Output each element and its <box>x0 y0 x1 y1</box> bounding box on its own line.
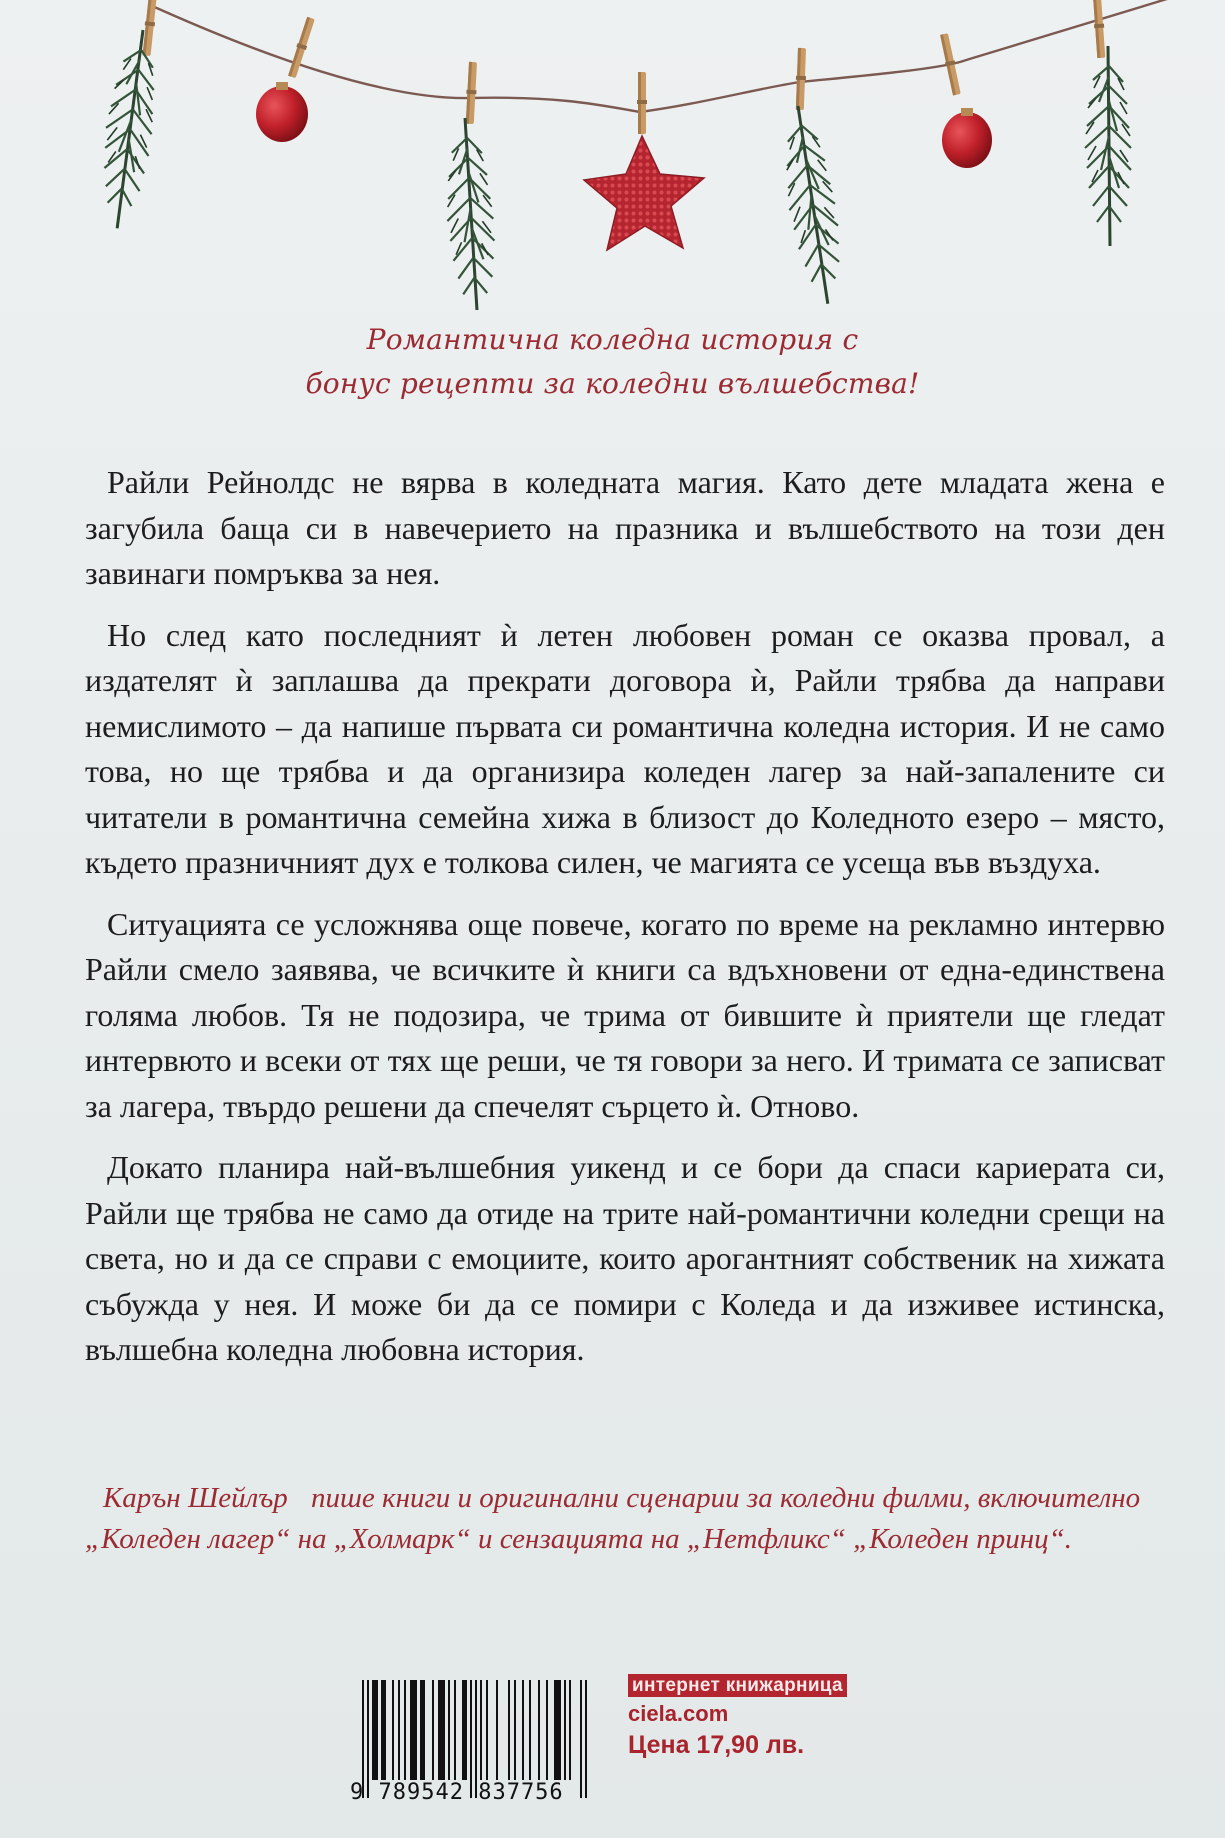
garland-string <box>150 0 1180 112</box>
red-star-icon <box>584 72 704 250</box>
shop-info <box>628 1674 847 1761</box>
shop-url: ciela.com <box>628 1701 729 1726</box>
synopsis-paragraph: Но след като последният ѝ летен любовен роман се оказва провал, а издателят ѝ заплашва да прекрати договора ѝ, Райли трябва да направи немислимото – да напише първата си романтична коледна история. И не само това, но ще трябва и да организира коледен лагер за най-запалените си читатели в романтична семейна хижа в близост до Коледното езеро – място, където празничният дух е толкова силен, че магията се усеща във въздуха. <box>85 616 1165 880</box>
red-bauble-icon <box>939 33 992 168</box>
pine-sprig-icon <box>92 0 165 231</box>
author-blurb <box>85 1478 1165 1560</box>
pine-sprig-icon <box>442 62 498 310</box>
tagline-line: Романтична коледна история с <box>366 323 859 356</box>
online-bookstore-label: интернет книжарница <box>628 1674 847 1697</box>
author-bio: пише книги и оригинални сценарии за коледни филми, включително „Коледен лагер“ на „Холмарк“ и сензацията на „Нетфликс“ „Коледен принц“. <box>85 1482 1141 1555</box>
tagline-line: бонус рецепти за коледни вълшебства! <box>305 367 920 400</box>
price-label: Цена 17,90 лв. <box>628 1731 805 1759</box>
pine-sprig-icon <box>775 48 848 307</box>
red-bauble-icon <box>256 16 316 142</box>
cover-tagline <box>0 318 1225 406</box>
synopsis-paragraph: Докато планира най-вълшебния уикенд и се бори да спаси кариерата си, Райли ще трябва не само да отиде на трите най-романтични коледни срещи на света, но и да се справи с емоциите, които арогантният собственик на хижата събужда у нея. И може би да се помири с Коледа и да изживее истинска, вълшебна коледна любовна история. <box>85 1149 1165 1367</box>
synopsis-paragraph: Ситуацията се усложнява още повече, когато по време на рекламно интервю Райли смело заявява, че всичките ѝ книги са вдъхновени от една-единствена голяма любов. Тя не подозира, че трима от бившите ѝ приятели ще гледат интервюто и всеки от тях ще реши, че тя говори за него. И тримата се записват за лагера, твърдо решени да спечелят сърцето ѝ. Отново. <box>85 905 1165 1124</box>
isbn-barcode <box>350 1680 592 1810</box>
synopsis <box>85 460 1165 1389</box>
synopsis-paragraph: Райли Рейнолдс не вярва в коледната магия. Като дете младата жена е загубила баща си в навечерието на празника и вълшебството на този ден завинаги помръква за нея. <box>85 464 1165 591</box>
isbn-number: 9 789542 837756 <box>350 1780 564 1805</box>
author-name: Карън Шейлър <box>103 1482 288 1514</box>
pine-sprig-icon <box>1085 0 1131 246</box>
christmas-garland-illustration <box>0 0 1225 310</box>
